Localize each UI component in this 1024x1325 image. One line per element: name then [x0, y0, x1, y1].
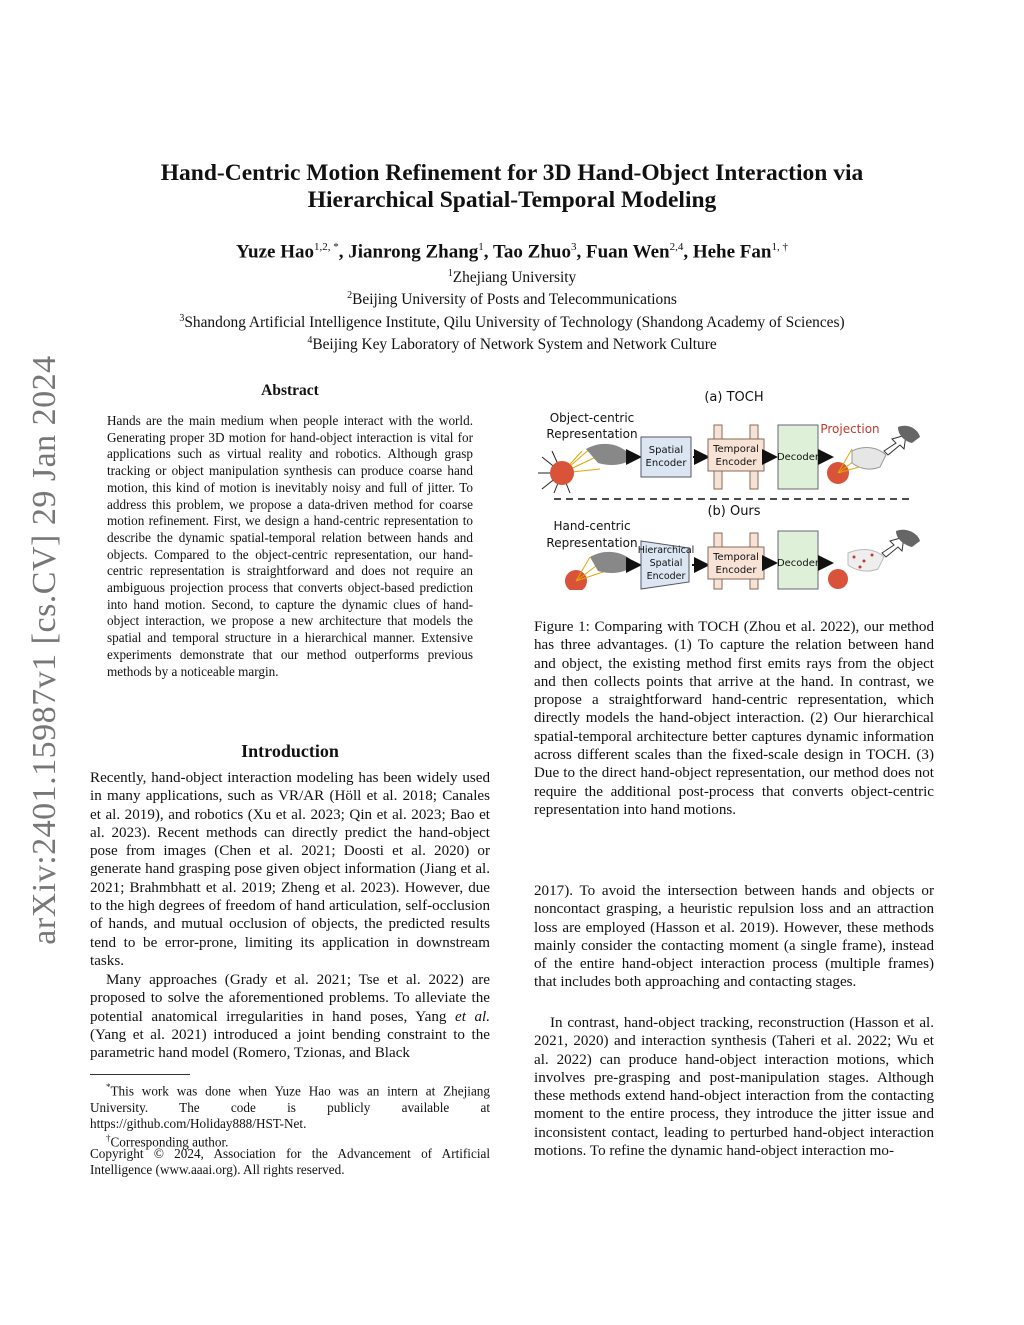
affiliation: $^4$Beijing Key Laboratory of Network System and Network Culture	[307, 335, 717, 354]
affiliation: $^2$Beijing University of Posts and Telecommunications	[347, 290, 677, 309]
object-ball-b	[565, 570, 587, 590]
author-name: Tao Zhuo	[492, 241, 571, 263]
object-centric-label: Object-centric	[549, 411, 635, 425]
svg-text:Hierarchical: Hierarchical	[637, 545, 695, 556]
svg-text:Decoder: Decoder	[776, 452, 820, 463]
abstract-text: Hands are the main medium when people interact with the world. Generating proper 3D motion for hand-object interaction is vital for applications such as virtual reality and robotics. Although grasp tracking or object manipulation synthesis can produce coarse hand motion, this kind of motion is inevitably noisy and full of jitter. To address this problem, we propose a data-driven method for coarse motion refinement. First, we design a hand-centric representation to describe the dynamic spatial-temporal relation between hands and objects. Compared to the object-centric representation, our hand-centric representation is straightforward and does not require an ambiguous projection process that converts object-based prediction into hand motion. Second, to capture the dynamic clues of hand-object interaction, we propose a new architecture that models the spatial and temporal structure in a hierarchical manner. Extensive experiments demonstrate that our method outperforms previous methods by a noticeable margin.	[107, 413, 473, 679]
author-sup: 1	[478, 241, 484, 253]
arxiv-identifier: arXiv:2401.15987v1 [cs.CV] 29 Jan 2024	[26, 355, 63, 945]
figure-1	[534, 385, 934, 590]
footnote-2: †Corresponding author.	[106, 1133, 229, 1150]
author-name: Yuze Hao	[236, 241, 314, 263]
right-paragraph-1: 2017). To avoid the intersection between hands and objects or noncontact grasping, a heuristic repulsion loss and an attraction loss are employed (Hasson et al. 2019). However, these methods mainly consider the contacting moment (a single frame), instead of the entire hand-object interaction process (multiple frames) that includes both approaching and contacting stages.	[534, 883, 934, 991]
author-name: Fuan Wen	[585, 241, 670, 263]
title-line-2: Hierarchical Spatial-Temporal Modeling	[307, 187, 717, 213]
ghost-hand	[852, 448, 886, 470]
temporal-encoder-block-a	[708, 425, 764, 489]
author-name: Jianrong Zhang	[348, 241, 479, 263]
svg-text:Decoder: Decoder	[776, 558, 820, 569]
introduction-heading: Introduction	[241, 741, 339, 761]
object-centric-label-2: Representation	[546, 427, 638, 441]
label-ours: (b) Ours	[707, 504, 761, 519]
footnote-rule	[90, 1074, 190, 1075]
object-ball-b-output	[828, 569, 848, 589]
object-ball	[550, 461, 574, 485]
hand-centric-label-2: Representation	[546, 536, 638, 550]
title-line-1: Hand-Centric Motion Refinement for 3D Hand-Object Interaction via	[160, 160, 864, 186]
right-paragraph-2: In contrast, hand-object tracking, reconstruction (Hasson et al. 2021, 2020) and interaction synthesis (Taheri et al. 2022; Wu et al. 2022) can produce hand-object interaction motions, which involves pre-grasping and post-manipulation stages. Although these methods extend hand-object interaction from the contacting moment to the entire process, they introduce the jitter issue and inconsistent contact, leading to perturbed hand-object interaction motions. To refine the dynamic hand-object interaction mo-	[534, 1015, 934, 1160]
hand-shape-b	[590, 552, 634, 573]
ghost-hand-b	[848, 550, 884, 572]
spatial-encoder-block	[641, 437, 691, 477]
affiliation-list	[80, 265, 944, 355]
label-toch: (a) TOCH	[704, 390, 764, 405]
temporal-encoder-block-b	[708, 533, 764, 589]
svg-text:Temporal: Temporal	[713, 444, 759, 455]
svg-text:Encoder: Encoder	[715, 565, 757, 576]
author-list: Yuze Hao$^{1,2, *}$, Jianrong Zhang$^1$, Tao Zhuo$^3$, Fuan Wen$^{2,4}$, Hehe Fan$^{1, \dagger}$	[236, 241, 788, 263]
author-sup: 3	[570, 241, 577, 253]
author-sup: 1,2, *	[313, 241, 339, 253]
paper-title	[100, 160, 924, 214]
projection-label: Projection	[820, 422, 880, 436]
figure-diagram	[534, 385, 934, 590]
abstract-heading: Abstract	[261, 382, 319, 399]
copyright-notice: Copyright © 2024, Association for the Advancement of Artificial Intelligence (www.aaai.org). All rights reserved.	[90, 1146, 490, 1178]
hand-centric-label: Hand-centric	[553, 519, 631, 533]
affiliation: $^1$Zhejiang University	[447, 268, 577, 287]
svg-text:Encoder: Encoder	[645, 458, 687, 469]
author-sup: 1, †	[771, 241, 788, 253]
affiliation: $^3$Shandong Artificial Intelligence Institute, Qilu University of Technology (Shandong Academy of Sciences)	[179, 312, 845, 331]
intro-paragraph-2: Many approaches (Grady et al. 2021; Tse et al. 2022) are proposed to solve the aforementioned problems. To alleviate the potential anatomical irregularities in hand poses, Yang et al. (Yang et al. 2021) introduced a joint bending constraint to the parametric hand model (Romero, Tzionas, and Black	[90, 972, 490, 1062]
author-sup: 2,4	[669, 241, 684, 253]
projection-arrow	[884, 435, 906, 455]
hand-shape	[586, 444, 634, 465]
svg-text:Encoder: Encoder	[646, 571, 686, 582]
intro-paragraph-1: Recently, hand-object interaction modeling has been widely used in many applications, such as VR/AR (Höll et al. 2018; Canales et al. 2019), and robotics (Xu et al. 2023; Qin et al. 2023; Bao et al. 2023). Recent methods can directly predict the hand-object pose from images (Chen et al. 2021; Doosti et al. 2020) or generate hand grasping pose given object information (Jiang et al. 2021; Brahmbhatt et al. 2019; Zheng et al. 2023). However, due to the high degrees of freedom of hand articulation, self-occlusion of hands, and mutual occlusion of objects, the predicted results tend to be error-prone, limiting its application in downstream tasks.	[90, 770, 490, 969]
svg-text:Temporal: Temporal	[713, 552, 759, 563]
author-name: Hehe Fan	[692, 241, 772, 263]
svg-text:Encoder: Encoder	[715, 457, 757, 468]
footnote-1: *This work was done when Yuze Hao was an intern at Zhejiang University. The code is publicly available at https://github.com/Holiday888/HST-Net.	[90, 1082, 490, 1131]
svg-text:Spatial: Spatial	[648, 445, 684, 456]
svg-text:Spatial: Spatial	[649, 558, 683, 569]
figure-1-caption: Figure 1: Comparing with TOCH (Zhou et al. 2022), our method has three advantages. (1) To capture the relation between hand and object, the existing method first emits rays from the object and then collects points that arrive at the hand. In contrast, we propose a straightforward hand-centric representation, which directly models the hand-object interaction. (2) Our hierarchical spatial-temporal architecture better captures dynamic information across different scales than the fixed-scale design in TOCH. (3) Due to the direct hand-object representation, our method does not require the additional post-process that converts object-centric representation into hand motions.	[534, 619, 934, 818]
